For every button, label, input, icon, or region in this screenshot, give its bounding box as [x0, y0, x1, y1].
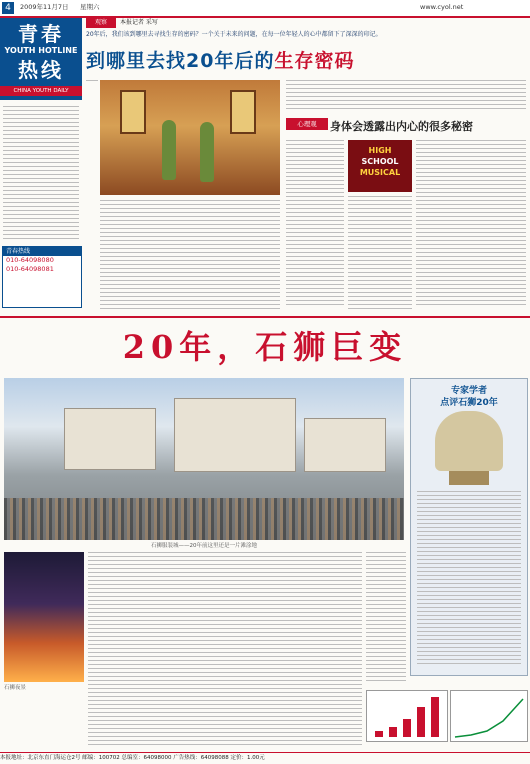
header-weekday: 星期六: [80, 3, 100, 11]
night-photo: [4, 552, 84, 682]
page-header: [0, 0, 530, 18]
night-caption: 石狮夜景: [4, 685, 27, 691]
hotline-number[interactable]: 010-64098080: [6, 256, 54, 264]
feature-text: [366, 552, 406, 686]
logo-strip: CHINA YOUTH DAILY: [0, 86, 82, 96]
chart-bar: [389, 727, 397, 737]
feature-text: [88, 552, 362, 748]
city-photo: [4, 378, 404, 540]
logo-english: YOUTH HOTLINE: [4, 46, 78, 55]
top-story-bar: [86, 18, 526, 28]
logo-line-1: 青春: [18, 22, 64, 46]
illustration-painting: [100, 80, 280, 195]
poster-line: SCHOOL: [361, 157, 399, 166]
side-story-tag: 心理观: [286, 118, 328, 130]
expert-title-line: 专家学者: [450, 386, 487, 396]
expert-title-line: 点评石狮20年: [440, 398, 498, 408]
chart-bar: [403, 719, 411, 737]
movie-poster: [348, 140, 412, 192]
logo-line-2: 热线: [18, 58, 64, 82]
lion-statue: [435, 411, 503, 471]
expert-text: [417, 491, 521, 669]
page-footer: 本报地址：北京东直门海运仓2号 邮编：100702 总编室：64098000 广告热线：64098088 定价：1.00元: [0, 752, 530, 764]
chart-bar: [417, 707, 425, 737]
line-chart-svg: [451, 691, 527, 741]
story-text: [100, 200, 280, 312]
story-summary: 20年后，我们该到哪里去寻找生存的密码？一个关于未来的问题，在每一位年轻人的心中都留下了深深的印记。: [86, 31, 382, 38]
page-number: 4: [2, 2, 14, 14]
sidebar: [0, 18, 82, 314]
bar-chart-svg: [367, 691, 447, 741]
poster-line: MUSICAL: [359, 168, 401, 177]
header-site[interactable]: www.cyol.net: [420, 3, 464, 11]
expert-panel: [410, 378, 528, 676]
line-chart-graphic: [450, 690, 528, 742]
main-headline: [86, 50, 526, 72]
byline: 本报记者 采写: [120, 19, 158, 26]
chart-line: [455, 699, 523, 737]
feature-title: 20年，石狮巨变: [122, 328, 408, 366]
expert-title: [411, 385, 527, 409]
section-logo: [0, 18, 82, 100]
story-text: [86, 80, 98, 310]
photo-caption: 石狮服装城——20年前这里还是一片滩涂地: [151, 543, 257, 549]
section-divider: [0, 316, 530, 318]
chart-bar: [431, 697, 439, 737]
hotline-title: 青春热线: [3, 247, 81, 256]
story-text: [286, 140, 344, 312]
side-story-text: [348, 196, 412, 312]
story-text: [286, 80, 526, 114]
hotline-box: [2, 246, 82, 308]
poster-line: HIGH: [368, 146, 392, 155]
bar-chart-graphic: [366, 690, 448, 742]
side-story-headline: 身体会透露出内心的很多秘密: [330, 120, 473, 133]
chart-bar: [375, 731, 383, 737]
section-tag: 观察: [86, 18, 116, 28]
headline-part-b: 生存密码: [274, 50, 355, 72]
headline-part-a: 到哪里去找20年后的: [86, 50, 275, 72]
header-date: 2009年11月7日: [20, 3, 69, 11]
hotline-number[interactable]: 010-64098081: [6, 265, 54, 273]
lion-pedestal: [449, 471, 489, 485]
sidebar-text: [3, 106, 79, 242]
side-story-text: [416, 140, 526, 312]
